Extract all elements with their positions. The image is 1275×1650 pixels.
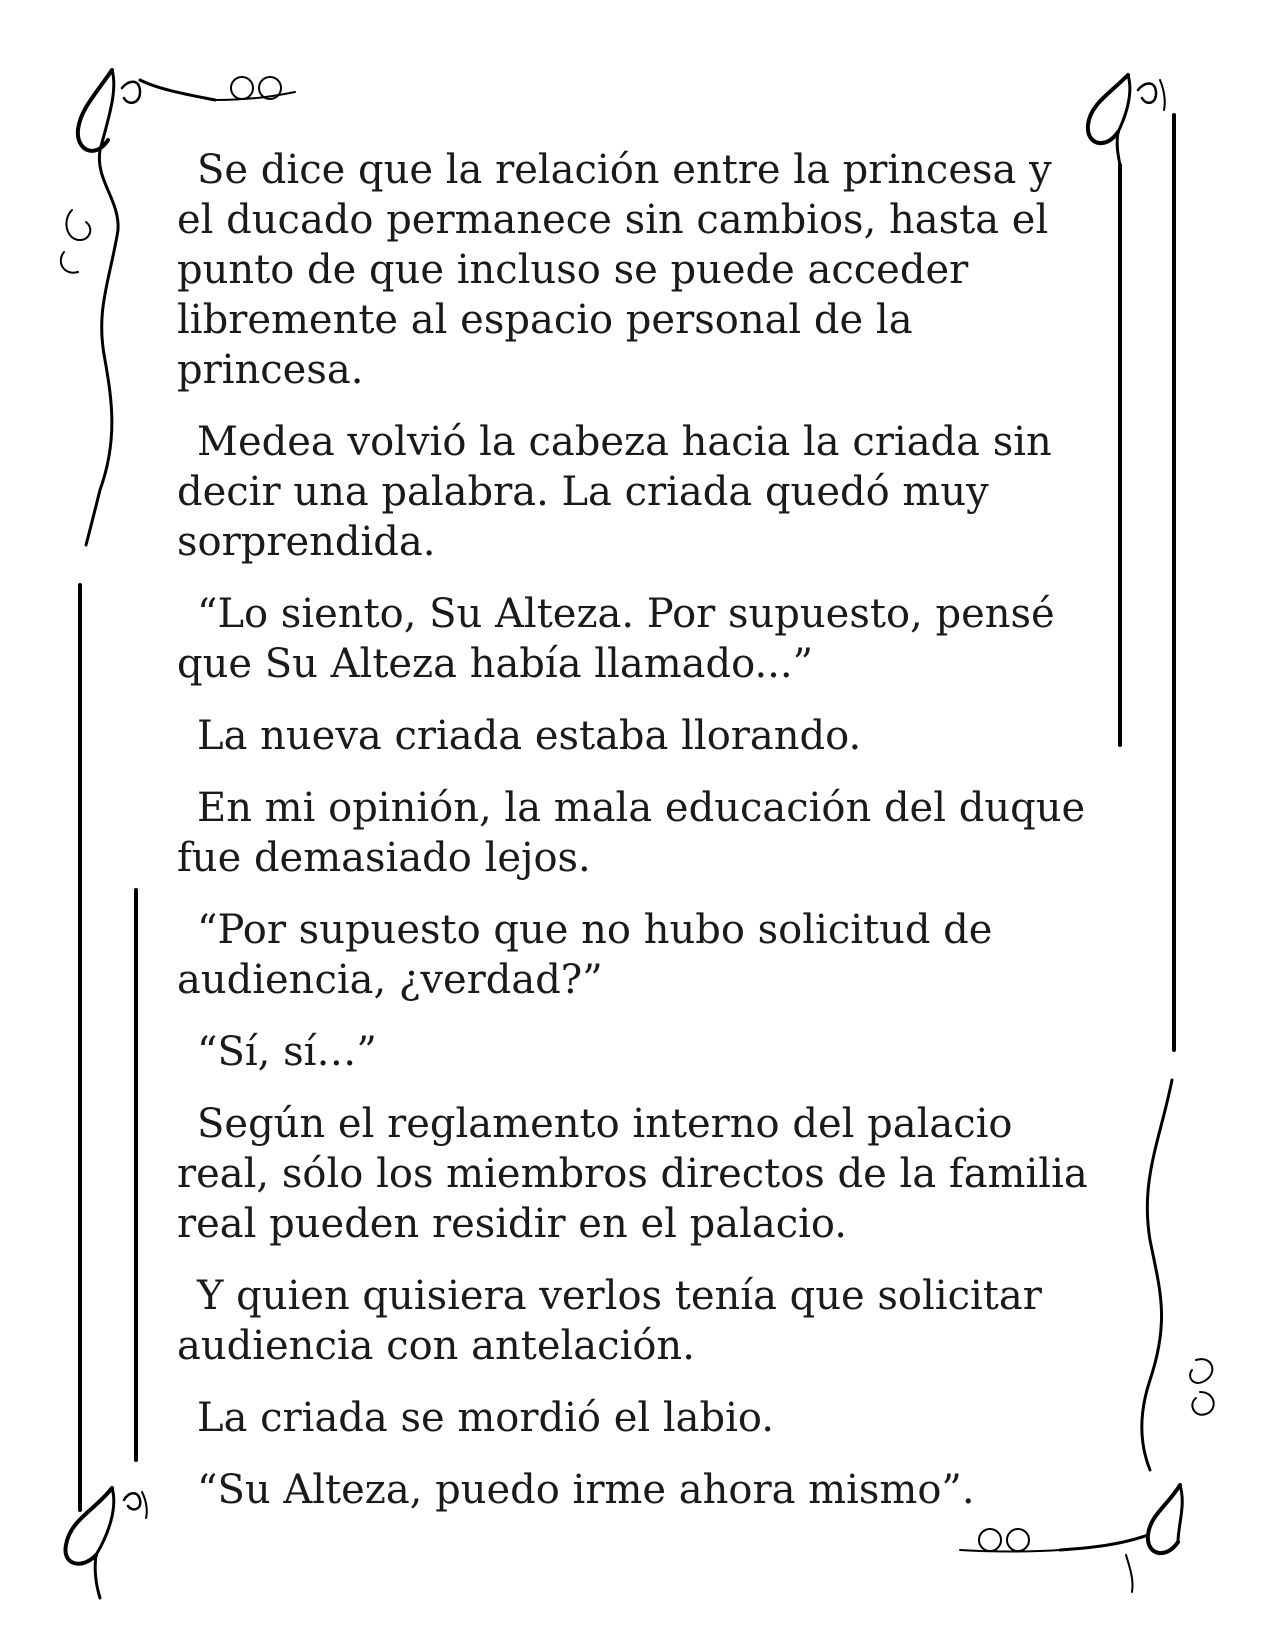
paragraph: La nueva criada estaba llorando.: [197, 713, 862, 759]
bottom-left-flourish-icon: [65, 1488, 146, 1598]
paragraph: Se dice que la relación entre la princesa y el ducado permanece sin cambios, hasta el punto de que incluso se puede acceder libremente al espacio personal de la princesa.: [177, 147, 1052, 393]
paragraph: “Sí, sí…”: [197, 1029, 377, 1075]
paragraph: Medea volvió la cabeza hacia la criada sin decir una palabra. La criada quedó muy sorprendida.: [177, 419, 1052, 565]
paragraph: Según el reglamento interno del palacio real, sólo los miembros directos de la familia real pueden residir en el palacio.: [177, 1101, 1088, 1247]
paragraph: “Por supuesto que no hubo solicitud de audiencia, ¿verdad?”: [177, 907, 993, 1003]
top-right-flourish-icon: [1088, 75, 1165, 165]
paragraph: En mi opinión, la mala educación del duque fue demasiado lejos.: [177, 785, 1086, 881]
paragraph: La criada se mordió el labio.: [197, 1395, 775, 1441]
text-body: [177, 145, 1097, 1537]
paragraph: “Su Alteza, puedo irme ahora mismo”.: [197, 1467, 975, 1513]
paragraph: “Lo siento, Su Alteza. Por supuesto, pensé que Su Alteza había llamado...”: [177, 591, 1055, 687]
paragraph: Y quien quisiera verlos tenía que solicitar audiencia con antelación.: [177, 1273, 1042, 1369]
